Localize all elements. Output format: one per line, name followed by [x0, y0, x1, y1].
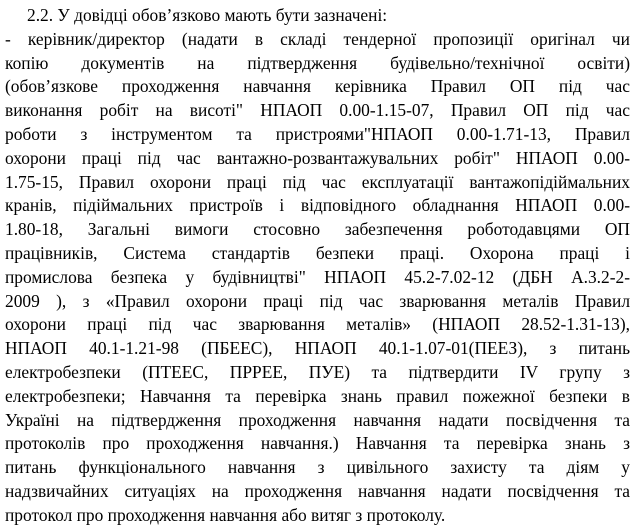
text-line-15: електробезпеки (ПТЕЕС, ПРРЕЕ, ПУЕ) та підтвердити IV групу з — [5, 361, 630, 382]
text-line-1: - керівник/директор (надати в складі тендерної пропозиції оригінал чи — [5, 28, 630, 49]
text-line-20: надзвичайних ситуаціях на проходження навчання надати посвідчення та — [5, 480, 630, 501]
text-line-4: виконання робіт на висоті" НПАОП 0.00-1.15-07, Правил ОП під час — [5, 100, 630, 121]
text-line-8: кранів, підіймальних пристроїв і відповідного обладнання НПАОП 0.00- — [5, 195, 630, 216]
text-line-10: працівників, Система стандартів безпеки праці. Охорона праці і — [5, 242, 630, 263]
text-line-11: промислова безпека у будівництві" НПАОП 45.2-7.02-12 (ДБН А.3.2-2- — [5, 266, 630, 287]
text-line-5: роботи з інструментом та пристроями"НПАОП 0.00-1.71-13, Правил — [5, 123, 630, 144]
text-line-17: Україні на підтвердження проходження навчання надати посвідчення та — [5, 409, 630, 430]
text-line-2: копію документів на підтвердження будівельно/технічної освіти) — [5, 52, 630, 73]
text-line-14: НПАОП 40.1-1.21-98 (ПБЕЕС), НПАОП 40.1-1.07-01(ПЕЕЗ), з питань — [5, 338, 630, 359]
section-heading: 2.2. У довідці обов’язково мають бути зазначені: — [27, 5, 388, 25]
text-line-9: 1.80-18, Загальні вимоги стосовно забезпечення роботодавцями ОП — [5, 219, 630, 240]
document-body — [5, 4, 630, 528]
text-line-13: охорони праці під час зварювання металів» (НПАОП 28.52-1.31-13), — [5, 314, 630, 335]
text-line-3: (обов’язкове проходження навчання керівника Правил ОП під час — [5, 76, 630, 97]
text-line-21: протокол про проходження навчання або витяг з протоколу. — [5, 504, 446, 525]
text-line-12: 2009 ), з «Правил охорони праці під час зварювання металів Правил — [5, 290, 630, 311]
text-line-6: охорони праці під час вантажно-розвантажувальних робіт" НПАОП 0.00- — [5, 147, 630, 168]
text-line-16: електробезпеки; Навчання та перевірка знань правил пожежної безпеки в — [5, 385, 630, 406]
text-line-18: протоколів про проходження навчання.) Навчання та перевірка знань з — [5, 433, 630, 454]
text-line-7: 1.75-15, Правил охорони праці під час експлуатації вантажопідіймальних — [5, 171, 630, 192]
text-line-19: питань функціонального навчання з цивільного захисту та діям у — [5, 457, 630, 478]
